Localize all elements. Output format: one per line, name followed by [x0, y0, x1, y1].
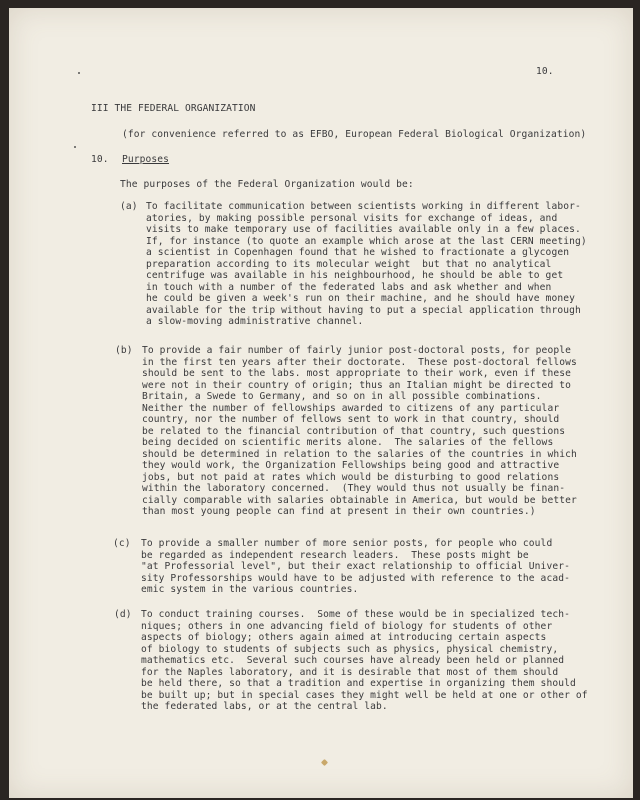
paragraph-line: be built up; but in special cases they might well be held at one or other of [141, 689, 588, 701]
paragraph-line: To provide a smaller number of more senior posts, for people who could [141, 538, 553, 549]
paragraph-line: being decided on scientific merits alone. The salaries of the fellows [142, 437, 554, 448]
paragraph-line: within the laboratory concerned. (They would thus not usually be finan- [142, 483, 566, 494]
document-page [9, 8, 633, 798]
paper-speck [74, 146, 76, 148]
paragraph-line: To provide a fair number of fairly junior post-doctoral posts, for people [142, 345, 571, 356]
item-label: (d) [114, 609, 132, 620]
paragraph-line: than most young people can find at present in their own countries.) [142, 506, 536, 517]
paragraph-line: centrifuge was available in his neighbourhood, he should be able to get [146, 270, 564, 281]
paragraph-line: in the first ten years after their doctorate. These post-doctoral fellows [142, 356, 577, 368]
paragraph-line: aspects of biology; others again aimed at introducing certain aspects [141, 632, 547, 643]
paragraph-line: the federated labs, or at the central lab. [141, 701, 388, 712]
paragraph-line: To facilitate communication between scientists working in different labor- [146, 201, 581, 212]
paragraph-line: preparation according to its molecular weight but that no analytical [146, 258, 552, 270]
paragraph-line: "at Professorial level", but their exact relationship to official Univer- [141, 561, 570, 572]
paragraph-line: Neither the number of fellowships awarded to citizens of any particular [142, 402, 560, 414]
paragraph-line: niques; others in one advancing field of biology for students of other [141, 620, 553, 632]
paragraph-line: be related to the financial contribution of that country, such questions [142, 425, 566, 437]
paragraph-line: should be sent to the labs. most appropriate to their work, even if these [142, 368, 571, 379]
intro-text: The purposes of the Federal Organization would be: [120, 179, 414, 190]
paragraph-line: mathematics etc. Several such courses have already been held or planned [141, 655, 565, 666]
paper-speck [78, 72, 80, 74]
subsection-title: Purposes [122, 154, 170, 165]
page-number: 10. [536, 66, 554, 77]
paragraph-line: sity Professorships would have to be adjusted with reference to the acad- [141, 572, 570, 584]
paragraph-line: a scientist in Copenhagen found that he wished to fractionate a glycogen [146, 247, 570, 258]
paragraph-line: for the Naples laboratory, and it is desirable that most of them should [141, 666, 559, 678]
paragraph-line: he could be given a week's run on their machine, and he should have money [146, 293, 575, 304]
paragraph-line: Britain, a Swede to Germany, and so on in all possible combinations. [142, 391, 542, 402]
paragraph-line: a slow-moving administrative channel. [146, 316, 364, 327]
paragraph-line: jobs, but not paid at rates which would be disturbing to good relations [142, 471, 560, 483]
paragraph-line: visits to make temporary use of facilities available only in a few places. [146, 224, 581, 235]
paragraph-line: of biology to students of subjects such as physics, physical chemistry, [141, 643, 559, 655]
paragraph-line: in touch with a number of the federated labs and ask whether and when [146, 281, 552, 293]
paragraph-line: If, for instance (to quote an example which arose at the last CERN meeting) [146, 235, 587, 247]
paragraph-line: emic system in the various countries. [141, 584, 359, 595]
paper-mark [321, 759, 328, 766]
paragraph-line: atories, by making possible personal visits for exchange of ideas, and [146, 212, 558, 224]
paragraph-line: cially comparable with salaries obtainable in America, but would be better [142, 494, 577, 506]
paragraph-line: be regarded as independent research leaders. These posts might be [141, 549, 529, 561]
paragraph-line: available for the trip without having to put a special application through [146, 304, 581, 316]
paragraph-line: should be determined in relation to the salaries of the countries in which [142, 448, 577, 460]
item-label: (c) [113, 538, 131, 549]
item-label: (b) [115, 345, 133, 356]
paragraph-line: they would work, the Organization Fellowships being good and attractive [142, 460, 560, 471]
paragraph-line: country, nor the number of fellows sent to work in that country, should [142, 414, 560, 425]
paragraph-line: be held there, so that a tradition and expertise in organizing them should [141, 678, 576, 689]
section-note: (for convenience referred to as EFBO, European Federal Biological Organization) [122, 129, 587, 140]
section-heading: III THE FEDERAL ORGANIZATION [91, 103, 256, 114]
paragraph-line: were not in their country of origin; thus an Italian might be directed to [142, 379, 571, 391]
paragraph-line: To conduct training courses. Some of these would be in specialized tech- [141, 609, 570, 620]
item-label: (a) [120, 201, 138, 212]
subsection-number: 10. [91, 154, 109, 165]
